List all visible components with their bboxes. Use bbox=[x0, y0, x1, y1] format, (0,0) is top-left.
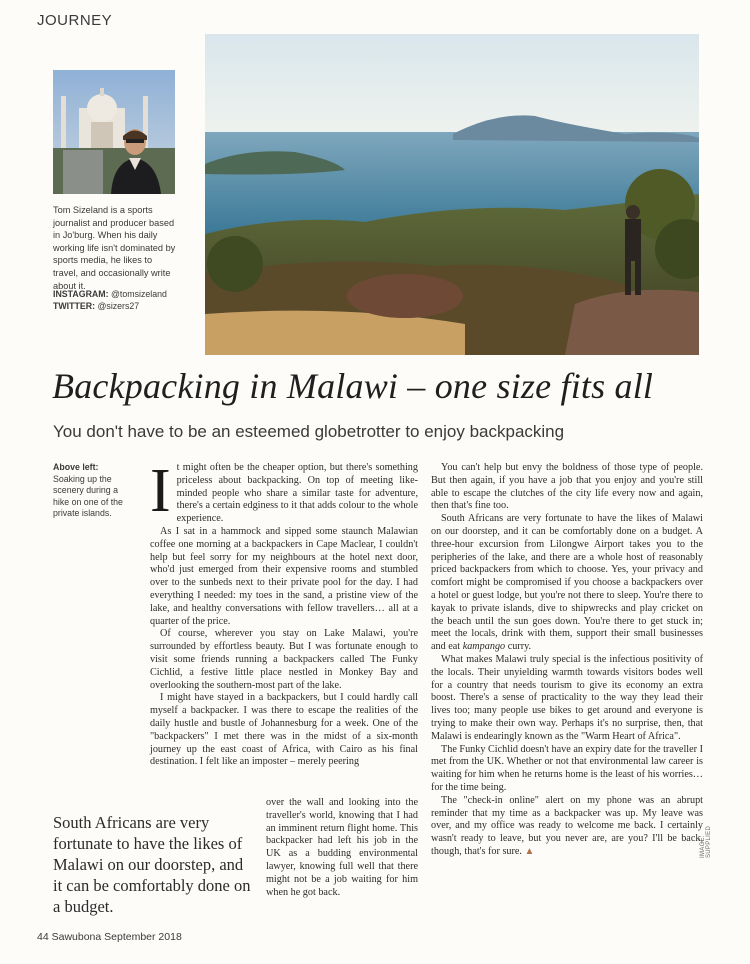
twitter-handle: @sizers27 bbox=[97, 300, 140, 311]
body-paragraph: I might have stayed in a backpackers, but I could hardly call myself a backpacker. I was there to escape the realities of the daily hustle and bustle of Johannesburg for a week. One of the "backpackers" I met there was in the midst of a six-month journey up the east coast of Africa, with Cairo as his final destination. I felt like an imposter – merely peering bbox=[150, 692, 418, 768]
photo-caption bbox=[53, 462, 135, 520]
body-paragraph: over the wall and looking into the traveller's world, knowing that I had an imminent return flight home. This backpacker had left his job in the UK as a budding environmental lawyer, knowing full well that there might not be a job waiting for him when he got back. bbox=[266, 797, 418, 898]
body-paragraph: What makes Malawi truly special is the infectious positivity of the locals. Their unyielding warmth towards visitors bodes well for a country that needs tourism to give its economy an extra boost. There's a sense of practicality to the way they lead their lives too; many people use bikes to get around and everyone is trying to make their own way. Perhaps it's no surprise, then, that Malawi is endearingly known as the "Warm Heart of Africa". bbox=[431, 653, 703, 742]
caption-text: Soaking up the scenery during a hike on one of the private islands. bbox=[53, 473, 123, 519]
author-bio: Tom Sizeland is a sports journalist and producer based in Jo'burg. When his daily working life isn't dominated by sports media, he likes to travel, and occasionally write about it. bbox=[53, 205, 176, 291]
caption-label: Above left: bbox=[53, 462, 99, 472]
body-text-run: curry. bbox=[505, 641, 532, 653]
twitter-label: TWITTER: bbox=[53, 300, 96, 311]
emphasis: kampango bbox=[462, 641, 506, 653]
author-social bbox=[53, 289, 183, 312]
article-title: Backpacking in Malawi – one size fits all bbox=[52, 366, 654, 406]
issue-date: September 2018 bbox=[104, 931, 182, 943]
body-paragraph: t might often be the cheaper option, but there's something priceless about backpacking. On top of meeting like-minded people who share a similar taste for adventure, there's a certain edginess to it that adds colour to the whole experience. bbox=[176, 462, 418, 525]
body-paragraph: As I sat in a hammock and sipped some staunch Malawian coffee one morning at a backpackers in Cape Maclear, I couldn't help but feel sorry for my neighbours at the hotel next door, who'd just emerged from their expensive rooms and stumbled over to the sunbeds next to their private pool for the day. I had everything I needed: my toes in the sand, a pristine view of the lake, and healthy conversations with fellow travellers… all at a quarter of the price. bbox=[150, 525, 418, 627]
body-paragraph: The Funky Cichlid doesn't have an expiry date for the traveller I met from the UK. Whether or not that environmental law career is waiting for him when he returns home is the least of his worries… for the time being. bbox=[431, 743, 703, 793]
article-subtitle: You don't have to be an esteemed globetrotter to enjoy backpacking bbox=[53, 422, 565, 441]
page-number: 44 bbox=[37, 931, 49, 943]
body-text-run: The "check-in online" alert on my phone was an abrupt reminder that my time as a backpacker was up. My leave was over, and my office was ready to welcome me back. I certainly wasn't ready to leave, but you never are, are you? I'll be back, though, that's for sure. bbox=[431, 794, 703, 857]
article-column-1-continued bbox=[266, 797, 418, 899]
author-photo bbox=[53, 70, 175, 194]
pull-quote: South Africans are very fortunate to have the likes of Malawi on our doorstep, and it can be comfortably done on a budget. bbox=[53, 813, 251, 916]
section-label: JOURNEY bbox=[37, 12, 113, 29]
instagram-label: INSTAGRAM: bbox=[53, 289, 109, 299]
drop-cap: I bbox=[150, 457, 171, 525]
instagram-handle: @tomsizeland bbox=[111, 289, 167, 299]
magazine-name: Sawubona bbox=[51, 931, 102, 943]
body-paragraph: You can't help but envy the boldness of those type of people. But then again, if you have a job that you enjoy and you're still able to escape the clutches of the city life every now and again, then that's fine too. bbox=[431, 462, 703, 512]
body-paragraph bbox=[431, 513, 703, 654]
hero-photo bbox=[205, 34, 699, 355]
page-footer bbox=[37, 931, 182, 943]
end-mark-icon: ▲ bbox=[524, 845, 535, 857]
article-column-1 bbox=[150, 457, 418, 769]
image-credit: IMAGE: SUPPLIED bbox=[700, 825, 712, 858]
body-paragraph: Of course, wherever you stay on Lake Malawi, you're surrounded by effortless beauty. But I was fortunate enough to visit some friends running a backpackers called The Funky Cichlid, a festive little place nestled in Monkey Bay and overlooking the southern-most part of the lake. bbox=[150, 628, 418, 691]
article-column-2 bbox=[431, 462, 703, 859]
body-text-run: South Africans are very fortunate to have the likes of Malawi on our doorstep, and it can be comfortably done on a budget. A three-hour excursion from Lilongwe Airport takes you to the peripheries of the lake, and there are a whole host of reasonably priced backpackers from which to choose. Yes, your privacy and comfort might be compromised if you choose a backpackers over a hotel or guest lodge, but you're not there to sleep. You're there to kayak to private islands, dive to shipwrecks and play cricket on the beach until the sun goes down. You're there to get stuck in; meet the locals, drink with them, support their small businesses and eat bbox=[431, 513, 703, 653]
body-paragraph bbox=[431, 795, 703, 859]
